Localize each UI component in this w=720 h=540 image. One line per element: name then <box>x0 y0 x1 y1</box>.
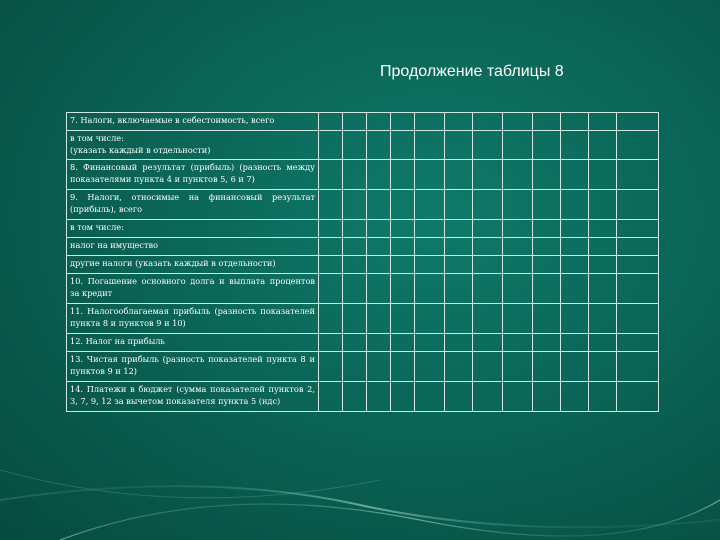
value-cell <box>589 113 617 131</box>
value-cell <box>473 220 503 238</box>
value-cell <box>343 238 367 256</box>
value-cell <box>503 256 533 274</box>
value-cell <box>319 238 343 256</box>
value-cell <box>473 160 503 190</box>
value-cell <box>343 382 367 412</box>
value-cell <box>561 113 589 131</box>
table-row <box>67 131 659 160</box>
table-row <box>67 256 659 274</box>
value-cell <box>343 190 367 220</box>
value-cell <box>415 220 445 238</box>
value-cell <box>533 220 561 238</box>
table-body <box>67 113 659 412</box>
value-cell <box>319 352 343 382</box>
value-cell <box>473 131 503 160</box>
value-cell <box>391 220 415 238</box>
table-row <box>67 352 659 382</box>
value-cell <box>561 334 589 352</box>
value-cell <box>503 382 533 412</box>
value-cell <box>561 238 589 256</box>
value-cell <box>415 334 445 352</box>
value-cell <box>473 238 503 256</box>
value-cell <box>343 160 367 190</box>
value-cell <box>367 131 391 160</box>
value-cell <box>589 274 617 304</box>
value-cell <box>319 256 343 274</box>
value-cell <box>319 113 343 131</box>
value-cell <box>473 382 503 412</box>
table-row <box>67 382 659 412</box>
row-label: 9. Налоги, относимые на финансовый результат (прибыль), всего <box>67 190 319 220</box>
value-cell <box>415 256 445 274</box>
value-cell <box>589 220 617 238</box>
table-row <box>67 160 659 190</box>
row-label: 7. Налоги, включаемые в себестоимость, всего <box>67 113 319 131</box>
table-row <box>67 238 659 256</box>
value-cell <box>415 113 445 131</box>
value-cell <box>445 304 473 334</box>
value-cell <box>589 304 617 334</box>
table-row <box>67 304 659 334</box>
row-label: другие налоги (указать каждый в отдельности) <box>67 256 319 274</box>
value-cell <box>391 382 415 412</box>
value-cell <box>415 382 445 412</box>
value-cell <box>319 382 343 412</box>
value-cell <box>473 256 503 274</box>
taxes-table <box>66 112 659 412</box>
value-cell <box>343 113 367 131</box>
row-label <box>67 131 319 160</box>
row-label: 13. Чистая прибыль (разность показателей пункта 8 и пунктов 9 и 12) <box>67 352 319 382</box>
table-row <box>67 274 659 304</box>
value-cell <box>367 160 391 190</box>
value-cell <box>343 131 367 160</box>
table-row <box>67 113 659 131</box>
value-cell <box>503 238 533 256</box>
row-label: 10. Погашение основного долга и выплата процентов за кредит <box>67 274 319 304</box>
value-cell <box>503 220 533 238</box>
value-cell <box>343 220 367 238</box>
slide-title: Продолжение таблицы 8 <box>380 63 564 80</box>
row-label: 11. Налогооблагаемая прибыль (разность показателей пункта 8 и пунктов 9 и 10) <box>67 304 319 334</box>
value-cell <box>473 334 503 352</box>
value-cell <box>391 131 415 160</box>
value-cell <box>445 220 473 238</box>
value-cell <box>617 256 659 274</box>
value-cell <box>533 352 561 382</box>
value-cell <box>589 238 617 256</box>
value-cell <box>367 190 391 220</box>
value-cell <box>445 131 473 160</box>
value-cell <box>391 113 415 131</box>
value-cell <box>445 238 473 256</box>
value-cell <box>617 238 659 256</box>
value-cell <box>445 352 473 382</box>
value-cell <box>319 334 343 352</box>
row-label: 14. Платежи в бюджет (сумма показателей пунктов 2, 3, 7, 9, 12 за вычетом показателя пункта 5 (ндс) <box>67 382 319 412</box>
value-cell <box>367 382 391 412</box>
value-cell <box>617 304 659 334</box>
value-cell <box>533 131 561 160</box>
row-label: 12. Налог на прибыль <box>67 334 319 352</box>
value-cell <box>367 304 391 334</box>
value-cell <box>415 190 445 220</box>
value-cell <box>473 190 503 220</box>
value-cell <box>617 131 659 160</box>
value-cell <box>473 304 503 334</box>
value-cell <box>343 334 367 352</box>
value-cell <box>415 131 445 160</box>
value-cell <box>367 256 391 274</box>
table-row <box>67 334 659 352</box>
value-cell <box>533 113 561 131</box>
value-cell <box>589 131 617 160</box>
value-cell <box>319 190 343 220</box>
value-cell <box>617 352 659 382</box>
value-cell <box>561 274 589 304</box>
value-cell <box>473 113 503 131</box>
value-cell <box>367 113 391 131</box>
value-cell <box>445 274 473 304</box>
value-cell <box>391 160 415 190</box>
row-label: 8. Финансовый результат (прибыль) (разность между показателями пункта 4 и пунктов 5, 6 и 7) <box>67 160 319 190</box>
value-cell <box>561 256 589 274</box>
value-cell <box>391 334 415 352</box>
value-cell <box>503 113 533 131</box>
value-cell <box>503 131 533 160</box>
value-cell <box>503 190 533 220</box>
value-cell <box>391 238 415 256</box>
value-cell <box>533 382 561 412</box>
value-cell <box>445 334 473 352</box>
value-cell <box>445 160 473 190</box>
value-cell <box>445 113 473 131</box>
value-cell <box>533 304 561 334</box>
table-row <box>67 220 659 238</box>
value-cell <box>589 352 617 382</box>
value-cell <box>343 352 367 382</box>
value-cell <box>473 274 503 304</box>
value-cell <box>503 304 533 334</box>
value-cell <box>367 274 391 304</box>
value-cell <box>319 220 343 238</box>
value-cell <box>589 256 617 274</box>
value-cell <box>617 160 659 190</box>
value-cell <box>415 274 445 304</box>
value-cell <box>561 382 589 412</box>
value-cell <box>589 160 617 190</box>
value-cell <box>561 220 589 238</box>
value-cell <box>617 382 659 412</box>
value-cell <box>533 334 561 352</box>
value-cell <box>561 131 589 160</box>
value-cell <box>533 274 561 304</box>
value-cell <box>415 160 445 190</box>
value-cell <box>319 274 343 304</box>
value-cell <box>391 190 415 220</box>
value-cell <box>589 382 617 412</box>
value-cell <box>503 160 533 190</box>
value-cell <box>561 304 589 334</box>
value-cell <box>343 304 367 334</box>
value-cell <box>617 334 659 352</box>
row-label-line: в том числе: <box>70 133 124 143</box>
value-cell <box>367 238 391 256</box>
value-cell <box>391 352 415 382</box>
value-cell <box>415 352 445 382</box>
value-cell <box>445 382 473 412</box>
value-cell <box>319 160 343 190</box>
value-cell <box>503 274 533 304</box>
value-cell <box>319 131 343 160</box>
value-cell <box>367 352 391 382</box>
value-cell <box>473 352 503 382</box>
value-cell <box>391 274 415 304</box>
value-cell <box>343 274 367 304</box>
value-cell <box>367 334 391 352</box>
value-cell <box>415 304 445 334</box>
value-cell <box>503 352 533 382</box>
value-cell <box>617 274 659 304</box>
row-label: в том числе: <box>67 220 319 238</box>
value-cell <box>343 256 367 274</box>
value-cell <box>533 190 561 220</box>
value-cell <box>415 238 445 256</box>
value-cell <box>589 334 617 352</box>
value-cell <box>391 304 415 334</box>
table-row <box>67 190 659 220</box>
value-cell <box>589 190 617 220</box>
value-cell <box>391 256 415 274</box>
value-cell <box>617 220 659 238</box>
value-cell <box>617 113 659 131</box>
row-label-line: (указать каждый в отдельности) <box>70 144 211 155</box>
value-cell <box>561 190 589 220</box>
value-cell <box>367 220 391 238</box>
value-cell <box>561 160 589 190</box>
value-cell <box>533 238 561 256</box>
row-label: налог на имущество <box>67 238 319 256</box>
value-cell <box>533 256 561 274</box>
value-cell <box>617 190 659 220</box>
value-cell <box>561 352 589 382</box>
value-cell <box>503 334 533 352</box>
value-cell <box>533 160 561 190</box>
value-cell <box>445 190 473 220</box>
value-cell <box>319 304 343 334</box>
value-cell <box>445 256 473 274</box>
